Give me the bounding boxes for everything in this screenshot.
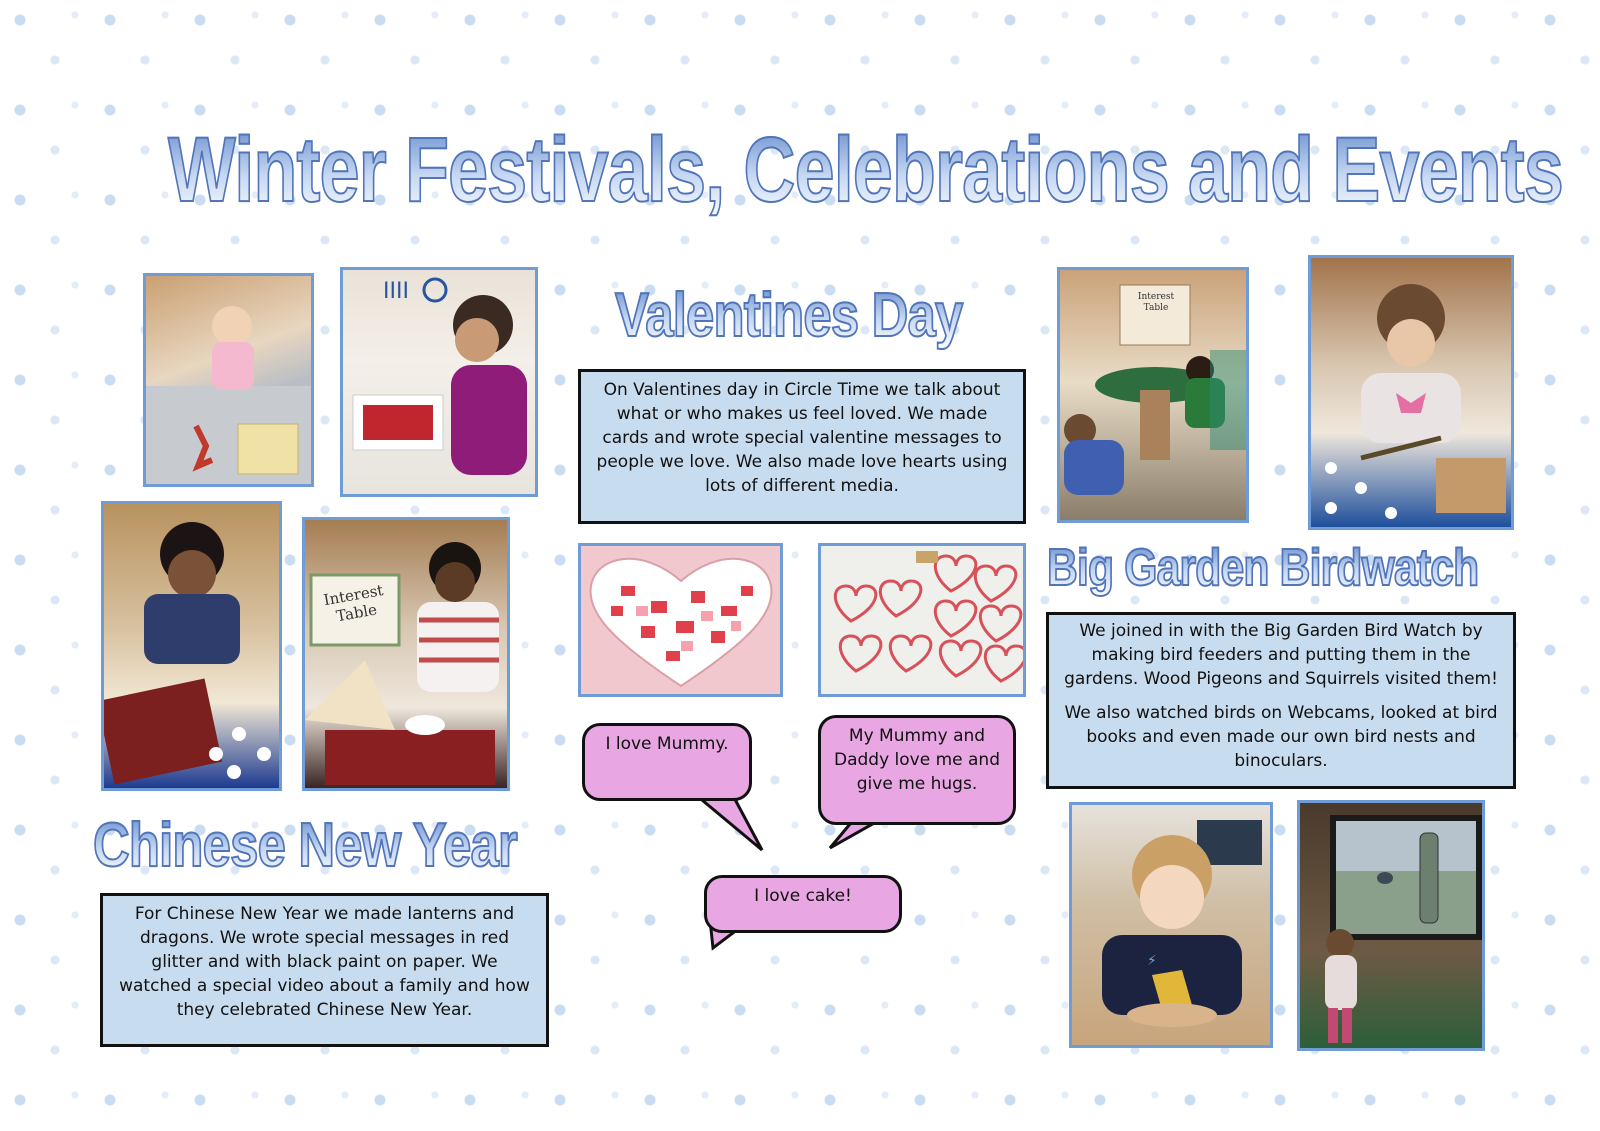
chinese-new-year-heading: Chinese New Year (93, 811, 517, 880)
photo-child-bird-webcam (1297, 800, 1485, 1051)
valentines-heading: Valentines Day (615, 281, 963, 350)
birdwatch-text (1046, 612, 1516, 789)
svg-text:⚡: ⚡ (1147, 953, 1157, 969)
photo-painted-hearts (818, 543, 1026, 697)
photo-scene (305, 520, 507, 788)
photo-interest-table-children (1057, 267, 1249, 523)
photo-scene (343, 270, 535, 494)
photo-child-bird-nest (1069, 802, 1273, 1048)
bubble-tail (670, 790, 790, 870)
photo-scene (104, 504, 279, 788)
interest-table-label: Interest Table (322, 581, 385, 626)
speech-bubble-1: I love Mummy. (582, 723, 752, 801)
photo-child-pasta-tray (143, 273, 314, 487)
photo-child-red-glitter (340, 267, 538, 497)
page-title: Winter Festivals, Celebrations and Events (168, 119, 1564, 221)
chinese-new-year-text: For Chinese New Year we made lanterns and dragons. We wrote special messages in red glitter and with black paint on paper. We watched a special video about a family and how they celebrated Chinese New Year. (100, 893, 549, 1047)
interest-table-label: Interest Table (1137, 292, 1175, 313)
photo-interest-table-fan (302, 517, 510, 791)
photo-scene (1072, 805, 1270, 1045)
svg-text:IIII: IIII (383, 279, 409, 304)
photo-scene (1311, 258, 1511, 527)
photo-child-bird-feeder (1308, 255, 1514, 530)
speech-bubble-3: I love cake! (704, 875, 902, 933)
heart-collage-icon (581, 546, 780, 694)
photo-tissue-paper-heart (578, 543, 783, 697)
birdwatch-heading: Big Garden Birdwatch (1047, 539, 1479, 597)
painted-hearts-icon (821, 546, 1023, 694)
birdwatch-text-1: We joined in with the Big Garden Bird Watch by making bird feeders and putting them in the gardens. Wood Pigeons and Squirrels visited them! (1064, 621, 1498, 689)
photo-scene (146, 276, 311, 484)
birdwatch-text-2: We also watched birds on Webcams, looked at bird books and even made our own bird nests and binoculars. (1064, 703, 1498, 771)
photo-child-dragon-puzzle (101, 501, 282, 791)
valentines-text: On Valentines day in Circle Time we talk about what or who makes us feel loved. We made cards and wrote special valentine messages to people we love. We also made love hearts using lots of different media. (578, 369, 1026, 524)
speech-bubble-2: My Mummy and Daddy love me and give me hugs. (818, 715, 1016, 825)
photo-scene (1300, 803, 1482, 1048)
